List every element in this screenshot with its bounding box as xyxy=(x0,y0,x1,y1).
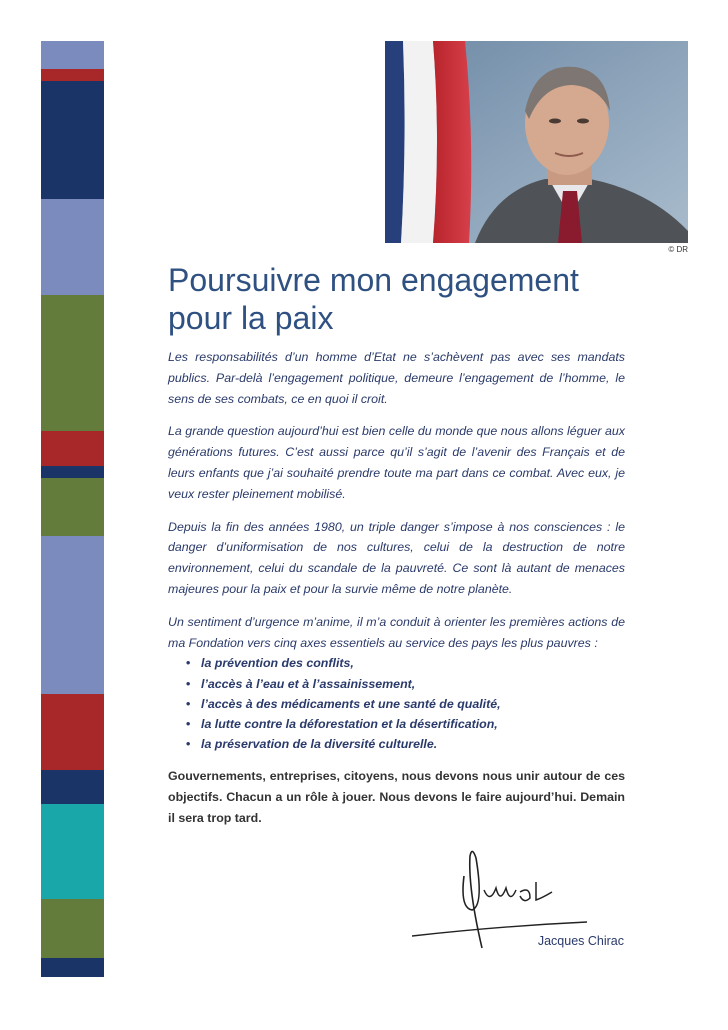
stripe xyxy=(41,536,104,694)
stripe xyxy=(41,81,104,199)
signature-name: Jacques Chirac xyxy=(537,934,624,948)
axes-list xyxy=(168,653,625,754)
stripe xyxy=(41,69,104,81)
paragraph: La grande question aujourd’hui est bien celle du monde que nous allons léguer aux générations futures. C’est aussi parce qu’il s’agit de l’avenir des Français et de leurs enfants que j’ai souhaité prendre toute ma part dans ce combat. Avec eux, je veux rester pleinement mobilisé. xyxy=(168,424,625,501)
paragraph: Les responsabilités d’un homme d’Etat ne s’achèvent pas avec ses mandats publics. Par-delà l’engagement politique, demeure l’engagement de l’homme, le sens de ses combats, ce en quoi il croit. xyxy=(168,350,625,406)
stripe xyxy=(41,770,104,804)
stripe xyxy=(41,478,104,536)
stripe xyxy=(41,199,104,295)
stripe xyxy=(41,899,104,958)
stripe xyxy=(41,694,104,770)
stripe xyxy=(41,431,104,466)
paragraph: Depuis la fin des années 1980, un triple danger s’impose à nos consciences : le danger d’uniformisation de nos cultures, celui de la destruction de notre environnement, celui du scandale de la pauvreté. Ce sont là autant de menaces majeures pour la paix et pour la survie même de notre planète. xyxy=(168,519,625,596)
letter-body xyxy=(168,347,625,841)
title-line-1: Poursuivre mon engagement xyxy=(168,262,579,298)
stripe xyxy=(41,466,104,478)
decorative-color-bar xyxy=(41,41,104,977)
closing-paragraph: Gouvernements, entreprises, citoyens, nous devons nous unir autour de ces objectifs. Chacun a un rôle à jouer. Nous devons le faire aujourd’hui. Demain il sera trop tard. xyxy=(168,769,625,825)
stripe xyxy=(41,804,104,899)
list-item: • l’accès à l’eau et à l’assainissement, xyxy=(201,674,625,694)
list-item: • la préservation de la diversité culturelle. xyxy=(201,734,625,754)
list-item: • l’accès à des médicaments et une santé de qualité, xyxy=(201,694,625,714)
stripe xyxy=(41,41,104,69)
list-item: • la prévention des conflits, xyxy=(201,653,625,673)
photo-credit: © DR xyxy=(668,245,688,254)
stripe xyxy=(41,958,104,977)
page-title xyxy=(168,261,648,337)
title-line-2: pour la paix xyxy=(168,300,334,336)
paragraph: Un sentiment d’urgence m’anime, il m’a conduit à orienter les premières actions de ma Fondation vers cinq axes essentiels au service des pays les plus pauvres : xyxy=(168,614,625,650)
portrait-photo xyxy=(385,41,688,243)
list-item: • la lutte contre la déforestation et la désertification, xyxy=(201,714,625,734)
stripe xyxy=(41,295,104,431)
